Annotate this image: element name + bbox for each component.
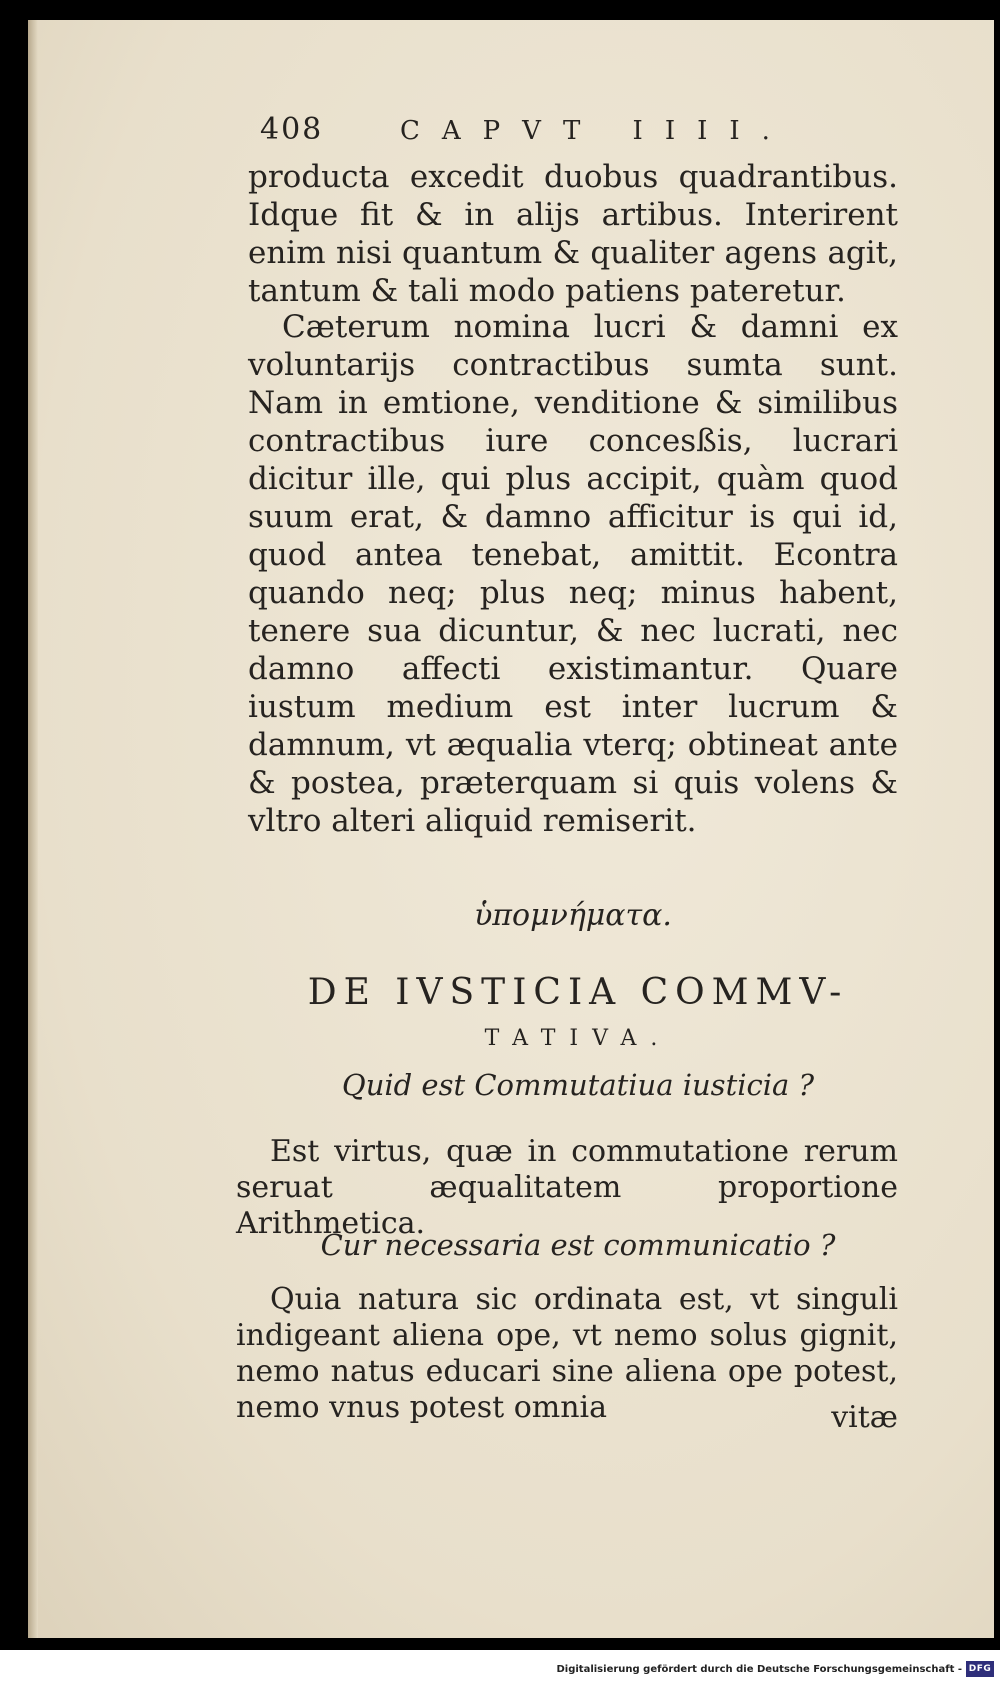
section-heading-continued: TATIVA. xyxy=(484,1026,672,1051)
paragraph-2 xyxy=(248,308,898,840)
question-2: Cur necessaria est communicatio ? xyxy=(320,1228,836,1262)
catchword: vitæ xyxy=(831,1400,898,1435)
book-page xyxy=(28,20,994,1638)
answer-2-text: Quia natura sic ordinata est, vt singuli indigeant aliena ope, vt nemo solus gignit, nemo natus educari sine aliena ope potest, nemo vnus potest omnia xyxy=(236,1282,898,1425)
question-1: Quid est Commutatiua iusticia ? xyxy=(341,1068,815,1102)
chapter-title: CAPVT IIII. xyxy=(400,116,792,146)
answer-1 xyxy=(236,1134,898,1242)
digitization-credit: Digitalisierung gefördert durch die Deutsche Forschungsgemeinschaft - xyxy=(556,1664,962,1675)
answer-1-text: Est virtus, quæ in commutatione rerum seruat æqualitatem proportione Arithmetica. xyxy=(236,1134,898,1241)
page-edge xyxy=(28,20,38,1638)
running-head xyxy=(260,112,880,147)
greek-heading: ὑπομνήματα. xyxy=(474,898,672,933)
paragraph-2-text: Cæterum nomina lucri & damni ex voluntarijs contractibus sumta sunt. Nam in emtione, venditione & similibus contractibus iure concesßis, lucrari dicitur ille, qui plus accipit, quàm quod suum erat, & damno afficitur is qui id, quod antea tenebat, amittit. Econtra quando neq; plus neq; minus habent, tenere sua dicuntur, & nec lucrati, nec damno affecti existimantur. Quare iustum medium est inter lucrum & damnum, vt æqualia vterq; obtineat ante & postea, præterquam si quis volens & vltro alteri aliquid remiserit. xyxy=(248,309,898,839)
paragraph-1-text: producta excedit duobus quadrantibus. Idque fit & in alijs artibus. Interirent enim nisi quantum & qualiter agens agit, tantum & tali modo patiens pateretur. xyxy=(248,159,898,309)
paragraph-1 xyxy=(248,158,898,310)
page-number: 408 xyxy=(260,112,324,147)
section-heading: DE IVSTICIA COMMV- xyxy=(307,972,849,1013)
dfg-logo: DFG xyxy=(966,1661,994,1677)
